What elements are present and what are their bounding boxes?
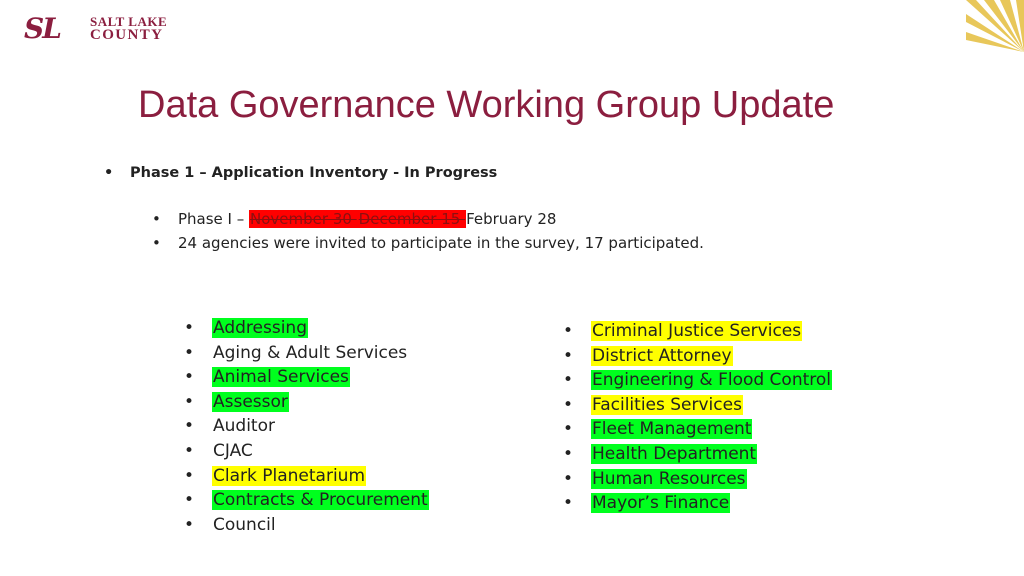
bullet-dot: •: [184, 318, 195, 338]
bullet-dot: •: [184, 367, 195, 388]
struck-date-2: December 15: [358, 210, 466, 228]
agency-list-item: [563, 491, 832, 516]
agency-list-item: [184, 513, 429, 538]
agency-name: District Attorney: [592, 345, 732, 366]
logo-mark: SL: [24, 12, 60, 45]
bullet-dot: •: [104, 165, 114, 181]
agency-name: Mayor’s Finance: [592, 493, 730, 514]
agency-list-item: [563, 467, 832, 492]
bullet-dot: •: [563, 370, 574, 391]
agency-name: Engineering & Flood Control: [592, 370, 832, 391]
agency-list-item: [184, 464, 429, 489]
phase-detail: [152, 210, 556, 228]
agency-name: Clark Planetarium: [213, 465, 366, 486]
struck-date-1: November 30: [250, 210, 357, 228]
agency-list-item: [184, 439, 429, 464]
agency-list-item: [563, 393, 832, 418]
bullet-dot: •: [563, 419, 574, 440]
bullet-dot: •: [184, 342, 195, 363]
agency-list-item: [184, 365, 429, 390]
bullet-dot: •: [563, 443, 574, 464]
agency-name: Contracts & Procurement: [213, 490, 428, 511]
agency-name: Human Resources: [592, 468, 746, 489]
bullet-dot: •: [184, 465, 195, 486]
logo-line1: SALT LAKE: [90, 14, 168, 29]
bullet-dot: •: [152, 210, 161, 228]
sun-rays-icon: [966, 0, 1024, 52]
bullet-dot: •: [563, 468, 574, 489]
agency-list-right: [563, 319, 832, 516]
agency-name: Health Department: [592, 443, 757, 464]
agency-list-item: [563, 344, 832, 369]
agency-list-item: [563, 319, 832, 344]
bullet-dot: •: [184, 440, 195, 461]
agency-name: Facilities Services: [592, 394, 742, 415]
agency-name: CJAC: [213, 440, 253, 461]
agency-name: Animal Services: [213, 367, 349, 388]
agency-name: Council: [213, 514, 276, 535]
agency-list-item: [184, 414, 429, 439]
agency-list-item: [184, 316, 429, 341]
agency-name: Aging & Adult Services: [213, 342, 408, 363]
bullet-dot: •: [184, 490, 195, 511]
agency-list-item: [184, 488, 429, 513]
phase-heading: • Phase 1 – Application Inventory - In Progress: [104, 165, 498, 181]
agency-name: Auditor: [213, 416, 275, 437]
participation-note: • 24 agencies were invited to participate in the survey, 17 participated.: [152, 234, 704, 252]
bullet-dot: •: [563, 321, 574, 341]
logo-wordmark: [90, 15, 167, 43]
bullet-dot: •: [563, 493, 574, 514]
bullet-dot: •: [184, 416, 195, 437]
agency-list-item: [563, 442, 832, 467]
current-date: February 28: [466, 210, 557, 228]
bullet-dot: •: [152, 234, 161, 252]
logo-line2: COUNTY: [90, 27, 164, 43]
agency-list-item: [184, 390, 429, 415]
agency-list-item: [563, 417, 832, 442]
salt-lake-county-logo: [24, 14, 176, 44]
bullet-dot: •: [563, 394, 574, 415]
page-title: Data Governance Working Group Update: [138, 84, 835, 126]
agency-list-left: [184, 316, 429, 537]
agency-list-item: [184, 341, 429, 366]
bullet-dot: •: [184, 391, 195, 412]
phase-prefix: Phase I –: [178, 210, 250, 228]
agency-name: Fleet Management: [592, 419, 752, 440]
agency-name: Assessor: [213, 391, 288, 412]
bullet-dot: •: [184, 514, 195, 535]
agency-list-item: [563, 368, 832, 393]
agency-name: Addressing: [213, 318, 307, 338]
agency-name: Criminal Justice Services: [592, 321, 802, 341]
bullet-dot: •: [563, 345, 574, 366]
